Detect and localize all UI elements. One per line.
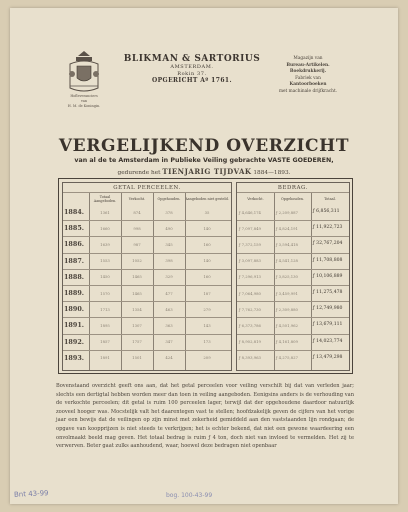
table-cell: 187	[203, 290, 211, 296]
period-line: gedurende het TIENJARIG TIJDVAK 1884—1893.	[117, 167, 291, 176]
table-cell: ƒ 4,501,962	[276, 322, 298, 328]
table-cell: ƒ 7,762,730	[239, 306, 261, 312]
year-label: 1891.	[63, 321, 84, 330]
number-header: GETAL PERCEELEN.	[113, 185, 181, 191]
table-cell: 1570	[100, 290, 110, 296]
table-cell: 160	[203, 241, 211, 247]
table-cell: ƒ 2,309,880	[276, 306, 298, 312]
table-cell: 1307	[132, 322, 142, 328]
year-label: 1892.	[63, 337, 84, 346]
table-cell: 874	[133, 209, 141, 215]
table-cell: 1713	[100, 306, 110, 312]
table-cell: ƒ 7,064,980	[239, 290, 261, 296]
total-cell: ƒ 14,023,774	[313, 338, 343, 344]
table-cell: 477	[165, 290, 173, 296]
row-rule	[63, 285, 231, 286]
table-cell: ƒ 4,161,809	[276, 339, 298, 345]
table-cell: 378	[165, 209, 173, 215]
table-cell: 1465	[132, 290, 142, 296]
col-amount-sold: Verkocht.	[247, 197, 264, 201]
table-cell: 140	[203, 225, 211, 231]
row-rule	[63, 236, 231, 237]
table-cell: ƒ 4,646,174	[239, 209, 261, 215]
amount-section	[236, 182, 350, 371]
table-cell: 143	[203, 322, 211, 328]
row-rule	[237, 269, 349, 270]
row-rule	[63, 334, 231, 335]
total-cell: ƒ 11,922,723	[313, 225, 343, 231]
row-rule	[237, 334, 349, 335]
document-subtitle: van al de te Amsterdam in Publieke Veiling gebrachte VASTE GOEDEREN,	[74, 157, 334, 164]
table-cell: ƒ 3,594,418	[276, 241, 298, 247]
row-rule	[63, 301, 231, 302]
archive-reference: Bnt 43-99	[13, 489, 49, 499]
table-cell: 329	[165, 274, 173, 280]
table-cell: 1501	[132, 355, 142, 361]
year-label: 1889.	[63, 289, 84, 297]
table-cell: 490	[165, 225, 173, 231]
row-rule	[237, 236, 349, 237]
table-cell: 279	[203, 306, 211, 312]
table-cell: ƒ 3,459,991	[276, 290, 298, 296]
firm-established: OPGERICHT Aº 1761.	[152, 77, 232, 84]
number-section	[62, 182, 232, 371]
col-total-offered: Totaal Aangeboden.	[93, 195, 117, 203]
year-label: 1886.	[63, 240, 84, 249]
total-cell: ƒ 11,275,478	[313, 290, 343, 295]
table-cell: 1660	[100, 225, 110, 231]
crest-caption: Hofleveranciers van H. M. de Koningin.	[67, 94, 101, 108]
table-cell: 1895	[100, 322, 110, 328]
table-cell: ƒ 8,902,819	[239, 339, 261, 345]
col-not-set: Aangeboden niet gesteld.	[185, 197, 229, 201]
col-sold: Verkocht.	[128, 197, 146, 201]
table-cell: 398	[165, 258, 173, 264]
table-cell: 347	[165, 339, 173, 345]
year-label: 1887.	[63, 256, 84, 265]
table-cell: ƒ 2,209,887	[276, 209, 298, 215]
table-cell: 998	[133, 225, 141, 231]
table-cell: 1857	[100, 339, 110, 345]
table-cell: ƒ 4,824,191	[276, 225, 298, 231]
table-cell: 424	[165, 355, 173, 361]
col-amount-total: Totaal.	[324, 197, 336, 201]
row-rule	[63, 220, 231, 221]
table-cell: 1757	[132, 339, 142, 345]
table-cell: 363	[165, 322, 173, 328]
commentary-paragraph: Bovenstaand overzicht geeft ons aan, dat het getal perceelen voor veiling verschilt bij dat van verleden jaar; slechts een dertigtal hebben worden meer dan toen in veiling aangeboden. Eenigsins anders is de verhouding van de verkochte perceelen; dit getal is ruim 100 perceelen lager, terwijl dat der opgehoudene daardoor natuurlijk zooveel hooger was. Mocstelijk valt het daarentegen vast te stellen; hoofdzakelijk geven de cijfers van het vorige jaar een bewijs dat de veilingen op zijn minst met zekerheid gemiddeld aan den vaststaanden lijn rondgaan; de opgave van koopprijzen is niet steeds te verkrijgen; het is echter bekend, dat niet een gewone waardeering een onvolmaakt beeld mag geven. Het totaal bedrag is ruim ƒ 4 ton, doch niet van invloed te vermelden. Het zij te verwerven. Beter gaat zulks aanhoudend, waar, hoewel deze bedragen niet openbaar	[56, 383, 354, 450]
year-label: 1885.	[63, 224, 84, 233]
total-cell: ƒ 10,106,889	[313, 273, 343, 279]
total-cell: ƒ 12,749,980	[313, 306, 343, 312]
row-rule	[63, 269, 231, 270]
table-cell: 209	[203, 355, 211, 361]
row-rule	[237, 220, 349, 221]
table-cell: 1553	[100, 258, 110, 264]
comparison-table	[58, 178, 353, 374]
table-cell: 1891	[100, 355, 110, 361]
table-cell: ƒ 4,541,128	[276, 258, 298, 264]
table-cell: 140	[203, 258, 211, 264]
table-cell: ƒ 4,275,827	[276, 355, 298, 361]
year-label: 1884.	[63, 208, 84, 216]
side-services: Magazijn van Bureau-Artikelen. Boekdrukkerij. Fabriek van Kantoorboeken met machinale drijfkracht.	[278, 56, 338, 94]
firm-block	[122, 54, 262, 84]
total-cell: ƒ 13,479,298	[313, 354, 343, 360]
col-held: Opgehouden.	[157, 197, 181, 201]
row-rule	[237, 301, 349, 302]
total-cell: ƒ 6,856,311	[313, 209, 340, 214]
table-cell: ƒ 3,097,883	[239, 258, 261, 264]
table-cell: 1639	[100, 241, 110, 247]
year-label: 1893.	[63, 353, 84, 362]
table-cell: 173	[203, 339, 211, 345]
year-label: 1890.	[63, 305, 84, 314]
row-rule	[63, 253, 231, 254]
archive-stamp: bog. 100-43-99	[166, 492, 213, 499]
row-rule	[63, 317, 231, 318]
table-cell: ƒ 3,825,130	[276, 274, 298, 280]
table-cell: ƒ 6,373,786	[239, 322, 261, 328]
row-rule	[237, 350, 349, 351]
firm-name: BLIKMAN & SARTORIUS	[123, 54, 261, 64]
table-cell: 1354	[132, 306, 142, 312]
table-cell: ƒ 8,393,963	[239, 355, 261, 361]
royal-crest-icon	[66, 50, 102, 94]
table-cell: 987	[133, 241, 141, 247]
row-rule	[237, 285, 349, 286]
total-cell: ƒ 11,708,808	[313, 257, 343, 263]
firm-address: Rokin 37.	[177, 70, 207, 77]
amount-header: BEDRAG.	[277, 185, 309, 191]
table-cell: 160	[203, 274, 211, 280]
table-cell: 1361	[100, 209, 110, 215]
row-rule	[237, 317, 349, 318]
document-title: VERGELIJKEND OVERZICHT	[58, 136, 350, 156]
row-rule	[237, 253, 349, 254]
total-cell: ƒ 13,679,111	[313, 322, 343, 328]
table-cell: ƒ 7,372,159	[239, 241, 261, 247]
table-cell: 463	[165, 306, 173, 312]
total-cell: ƒ 32,767,204	[313, 241, 343, 247]
firm-city: AMSTERDAM.	[170, 64, 214, 70]
table-cell: 345	[165, 241, 173, 247]
row-rule	[63, 350, 231, 351]
year-label: 1888.	[63, 272, 84, 281]
table-cell: ƒ 7,296,913	[239, 274, 261, 280]
table-cell: 35	[204, 209, 210, 215]
table-cell: ƒ 7,097,849	[239, 225, 261, 231]
table-cell: 1450	[100, 274, 110, 280]
table-cell: 1465	[132, 274, 142, 280]
table-cell: 1052	[132, 258, 142, 264]
col-amount-held: Opgehouden.	[281, 197, 304, 201]
